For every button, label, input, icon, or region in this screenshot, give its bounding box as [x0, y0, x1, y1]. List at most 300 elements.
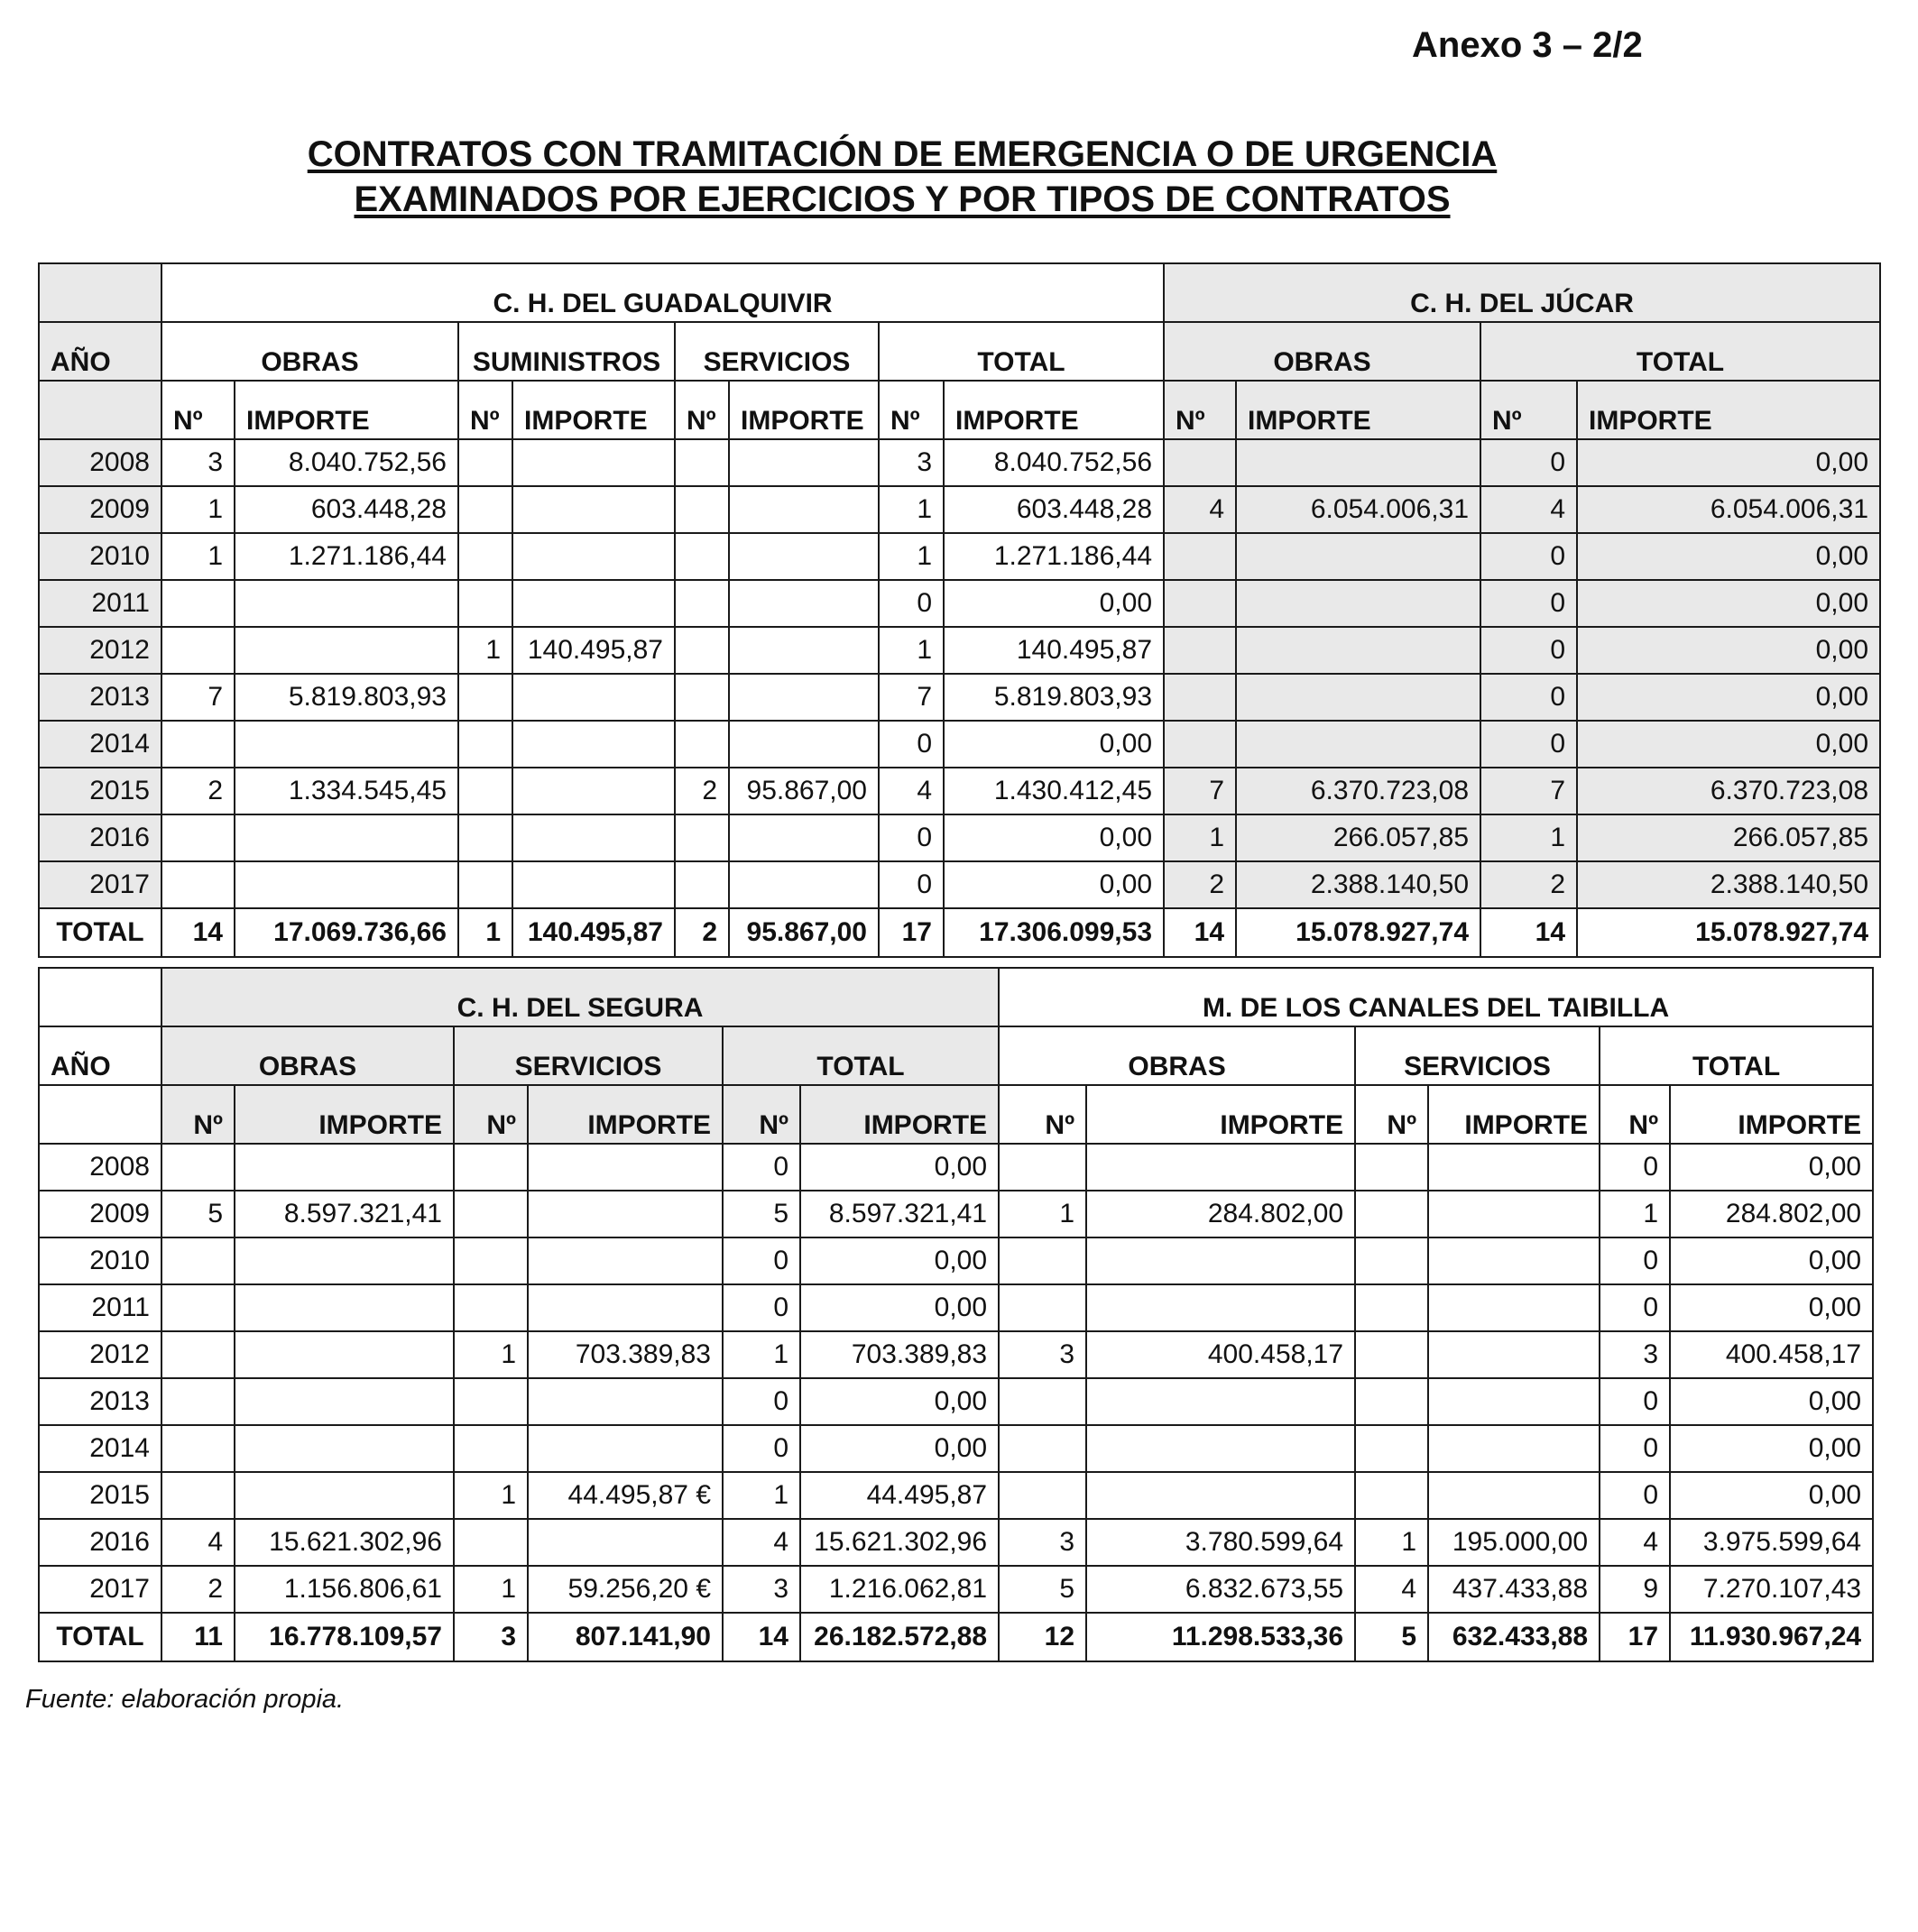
- table-cell: 5: [161, 1191, 235, 1237]
- table-cell: [1086, 1237, 1355, 1284]
- header-servicios: SERVICIOS: [675, 322, 879, 381]
- table-cell: [528, 1191, 723, 1237]
- table-cell: [235, 580, 458, 627]
- table-cell: 0: [723, 1378, 800, 1425]
- table-cell: [1355, 1144, 1428, 1191]
- total-cell: 17: [879, 908, 944, 957]
- table-cell: [528, 1144, 723, 1191]
- table-cell: [161, 721, 235, 768]
- table-cell: 0: [1480, 533, 1577, 580]
- year-cell: 2011: [39, 580, 161, 627]
- table-cell: [999, 1472, 1086, 1519]
- table-cell: 3: [999, 1519, 1086, 1566]
- table-cell: [675, 814, 729, 861]
- table-cell: [729, 627, 879, 674]
- table-cell: [512, 721, 675, 768]
- table-cell: [512, 486, 675, 533]
- year-cell: 2017: [39, 861, 161, 908]
- col-num: Nº: [723, 1085, 800, 1144]
- table-row: [39, 1519, 1873, 1566]
- table-cell: [454, 1378, 528, 1425]
- table-cell: [999, 1144, 1086, 1191]
- table-cell: [1086, 1425, 1355, 1472]
- table-cell: 1: [1480, 814, 1577, 861]
- title-line-2: EXAMINADOS POR EJERCICIOS Y POR TIPOS DE CONTRATOS: [354, 179, 1451, 219]
- table-cell: 8.040.752,56: [944, 439, 1164, 486]
- table-cell: [454, 1284, 528, 1331]
- table-cell: 5.819.803,93: [944, 674, 1164, 721]
- header-servicios: SERVICIOS: [1355, 1026, 1600, 1085]
- table-cell: 1: [454, 1472, 528, 1519]
- table-cell: 140.495,87: [512, 627, 675, 674]
- col-num: Nº: [1355, 1085, 1428, 1144]
- table-cell: [1164, 721, 1236, 768]
- table-cell: [1355, 1331, 1428, 1378]
- table-cell: 0,00: [1670, 1144, 1873, 1191]
- table-cell: [675, 674, 729, 721]
- table-cell: [512, 674, 675, 721]
- total-cell: 11.930.967,24: [1670, 1613, 1873, 1661]
- table-cell: 0,00: [1577, 533, 1880, 580]
- total-cell: 16.778.109,57: [235, 1613, 454, 1661]
- header-obras: OBRAS: [1164, 322, 1480, 381]
- table-cell: 7: [879, 674, 944, 721]
- group-header-segura: C. H. DEL SEGURA: [161, 968, 999, 1026]
- table-cell: 0: [1600, 1378, 1670, 1425]
- table-cell: 0,00: [944, 814, 1164, 861]
- corner-cell: [39, 968, 161, 1026]
- table-cell: [999, 1284, 1086, 1331]
- col-amount: IMPORTE: [800, 1085, 999, 1144]
- table-cell: 3: [161, 439, 235, 486]
- table-cell: [161, 1425, 235, 1472]
- col-num: Nº: [675, 381, 729, 439]
- table-cell: 1: [1355, 1519, 1428, 1566]
- table-cell: [1236, 580, 1480, 627]
- table-cell: 1: [879, 486, 944, 533]
- table-cell: 6.054.006,31: [1236, 486, 1480, 533]
- table-row: [39, 1472, 1873, 1519]
- table-cell: 4: [723, 1519, 800, 1566]
- table-cell: 0,00: [944, 580, 1164, 627]
- table-cell: [161, 1144, 235, 1191]
- table-cell: [161, 1378, 235, 1425]
- header-suministros: SUMINISTROS: [458, 322, 675, 381]
- table-cell: 4: [879, 768, 944, 814]
- table-cell: 7: [1480, 768, 1577, 814]
- table-cell: [454, 1191, 528, 1237]
- table-segura-taibilla: [38, 967, 1874, 1662]
- total-cell: 140.495,87: [512, 908, 675, 957]
- year-cell: 2008: [39, 1144, 161, 1191]
- table-row: [39, 721, 1880, 768]
- table-cell: [1086, 1144, 1355, 1191]
- table-cell: [675, 580, 729, 627]
- table-cell: 8.597.321,41: [800, 1191, 999, 1237]
- col-amount: IMPORTE: [1236, 381, 1480, 439]
- table-cell: 6.054.006,31: [1577, 486, 1880, 533]
- table-cell: 0: [879, 721, 944, 768]
- table-cell: [675, 627, 729, 674]
- year-cell: 2011: [39, 1284, 161, 1331]
- col-num: Nº: [1164, 381, 1236, 439]
- col-num: Nº: [1480, 381, 1577, 439]
- table-cell: [458, 533, 512, 580]
- table-row: [39, 533, 1880, 580]
- table-cell: 1.334.545,45: [235, 768, 458, 814]
- table-cell: 0: [879, 580, 944, 627]
- table-cell: 0: [1480, 721, 1577, 768]
- table-row: [39, 1284, 1873, 1331]
- table-cell: 4: [161, 1519, 235, 1566]
- source-note: Fuente: elaboración propia.: [25, 1685, 345, 1714]
- table-cell: 0: [1480, 439, 1577, 486]
- table-cell: [454, 1519, 528, 1566]
- total-row: [39, 908, 1880, 957]
- table-cell: [1164, 627, 1236, 674]
- annex-label: Anexo 3 – 2/2: [1412, 25, 1643, 65]
- table-cell: 0,00: [944, 721, 1164, 768]
- table-cell: 603.448,28: [235, 486, 458, 533]
- table-cell: 8.040.752,56: [235, 439, 458, 486]
- table-cell: 0: [879, 861, 944, 908]
- table-cell: [512, 861, 675, 908]
- table-cell: 3: [1600, 1331, 1670, 1378]
- total-cell: 95.867,00: [729, 908, 879, 957]
- table-cell: [1355, 1472, 1428, 1519]
- year-cell: 2009: [39, 1191, 161, 1237]
- table-cell: 703.389,83: [528, 1331, 723, 1378]
- table-cell: 0,00: [1577, 674, 1880, 721]
- table-cell: 266.057,85: [1577, 814, 1880, 861]
- table-cell: 140.495,87: [944, 627, 1164, 674]
- table-cell: [675, 721, 729, 768]
- table-cell: [675, 861, 729, 908]
- table-cell: 0: [1600, 1425, 1670, 1472]
- col-num: Nº: [458, 381, 512, 439]
- table-cell: 0: [1600, 1472, 1670, 1519]
- table-cell: [161, 1331, 235, 1378]
- year-cell: 2010: [39, 1237, 161, 1284]
- table-cell: 0: [1600, 1144, 1670, 1191]
- table-cell: 0: [723, 1237, 800, 1284]
- table-cell: 1: [454, 1566, 528, 1613]
- table-cell: [1355, 1378, 1428, 1425]
- year-cell: 2010: [39, 533, 161, 580]
- year-cell: 2016: [39, 1519, 161, 1566]
- table-cell: 0,00: [800, 1237, 999, 1284]
- table-cell: [161, 861, 235, 908]
- total-label: TOTAL: [39, 908, 161, 957]
- table-cell: 1: [454, 1331, 528, 1378]
- table-cell: 284.802,00: [1086, 1191, 1355, 1237]
- table-cell: 0,00: [800, 1284, 999, 1331]
- table-cell: [454, 1237, 528, 1284]
- year-header-spacer: [39, 381, 161, 439]
- table-cell: [161, 1284, 235, 1331]
- table-cell: 9: [1600, 1566, 1670, 1613]
- table-row: [39, 1378, 1873, 1425]
- col-amount: IMPORTE: [235, 381, 458, 439]
- col-num: Nº: [161, 1085, 235, 1144]
- header-obras: OBRAS: [161, 1026, 454, 1085]
- col-num: Nº: [1600, 1085, 1670, 1144]
- table-cell: 5: [723, 1191, 800, 1237]
- col-amount: IMPORTE: [944, 381, 1164, 439]
- table-cell: 2: [1480, 861, 1577, 908]
- table-cell: 44.495,87: [800, 1472, 999, 1519]
- table-cell: 0: [723, 1425, 800, 1472]
- year-cell: 2012: [39, 627, 161, 674]
- table-cell: 5: [999, 1566, 1086, 1613]
- table-cell: 0,00: [1670, 1472, 1873, 1519]
- table-cell: 0,00: [944, 861, 1164, 908]
- table-cell: 4: [1164, 486, 1236, 533]
- table-cell: 1: [879, 627, 944, 674]
- table-cell: [458, 768, 512, 814]
- total-cell: 5: [1355, 1613, 1428, 1661]
- table-cell: [999, 1425, 1086, 1472]
- table-cell: 0,00: [800, 1378, 999, 1425]
- header-obras: OBRAS: [161, 322, 458, 381]
- table-cell: 7.270.107,43: [1670, 1566, 1873, 1613]
- table-cell: 0: [1480, 627, 1577, 674]
- table-cell: 0,00: [1577, 580, 1880, 627]
- table-cell: 0,00: [1670, 1237, 1873, 1284]
- table-cell: [512, 580, 675, 627]
- total-cell: 2: [675, 908, 729, 957]
- table-row: [39, 439, 1880, 486]
- table-cell: [161, 580, 235, 627]
- year-header: AÑO: [39, 1026, 161, 1085]
- table-cell: [729, 861, 879, 908]
- table-cell: 0: [1600, 1284, 1670, 1331]
- table-row: [39, 674, 1880, 721]
- table-cell: 6.370.723,08: [1236, 768, 1480, 814]
- table-cell: [161, 814, 235, 861]
- table-cell: [1164, 674, 1236, 721]
- year-cell: 2012: [39, 1331, 161, 1378]
- table-cell: 0,00: [1577, 627, 1880, 674]
- table-cell: 703.389,83: [800, 1331, 999, 1378]
- table-cell: [999, 1237, 1086, 1284]
- group-header-taibilla: M. DE LOS CANALES DEL TAIBILLA: [999, 968, 1873, 1026]
- table-cell: 1: [723, 1331, 800, 1378]
- table-cell: 0,00: [1670, 1378, 1873, 1425]
- total-cell: 12: [999, 1613, 1086, 1661]
- table-cell: [235, 1237, 454, 1284]
- table-cell: [454, 1425, 528, 1472]
- total-cell: 14: [161, 908, 235, 957]
- table-cell: 195.000,00: [1428, 1519, 1600, 1566]
- table-cell: 2.388.140,50: [1236, 861, 1480, 908]
- table-cell: 0: [1480, 580, 1577, 627]
- table-cell: 284.802,00: [1670, 1191, 1873, 1237]
- total-cell: 11.298.533,36: [1086, 1613, 1355, 1661]
- table-cell: [528, 1237, 723, 1284]
- table-cell: 3: [999, 1331, 1086, 1378]
- col-amount: IMPORTE: [1428, 1085, 1600, 1144]
- year-cell: 2013: [39, 1378, 161, 1425]
- table-cell: 400.458,17: [1670, 1331, 1873, 1378]
- table-cell: 3.975.599,64: [1670, 1519, 1873, 1566]
- table-cell: [675, 439, 729, 486]
- table-cell: [1428, 1237, 1600, 1284]
- table-row: [39, 1237, 1873, 1284]
- total-label: TOTAL: [39, 1613, 161, 1661]
- table-cell: 2.388.140,50: [1577, 861, 1880, 908]
- year-cell: 2014: [39, 721, 161, 768]
- total-cell: 1: [458, 908, 512, 957]
- table-cell: [528, 1519, 723, 1566]
- table-cell: [512, 533, 675, 580]
- table-cell: 0,00: [1577, 439, 1880, 486]
- table-cell: 266.057,85: [1236, 814, 1480, 861]
- col-num: Nº: [454, 1085, 528, 1144]
- table-cell: 1: [1164, 814, 1236, 861]
- table-cell: [729, 814, 879, 861]
- table-cell: [458, 439, 512, 486]
- col-amount: IMPORTE: [729, 381, 879, 439]
- group-header-jucar: C. H. DEL JÚCAR: [1164, 263, 1880, 322]
- table-cell: 603.448,28: [944, 486, 1164, 533]
- table-cell: [454, 1144, 528, 1191]
- col-num: Nº: [999, 1085, 1086, 1144]
- table-cell: [458, 580, 512, 627]
- table-cell: [161, 627, 235, 674]
- table-cell: 1: [161, 486, 235, 533]
- table-cell: 6.832.673,55: [1086, 1566, 1355, 1613]
- table-cell: 15.621.302,96: [800, 1519, 999, 1566]
- table-cell: [1086, 1378, 1355, 1425]
- table-cell: [528, 1425, 723, 1472]
- table-cell: [1355, 1284, 1428, 1331]
- table-cell: [1428, 1425, 1600, 1472]
- table-cell: 1.156.806,61: [235, 1566, 454, 1613]
- table-cell: [1086, 1472, 1355, 1519]
- total-cell: 14: [1480, 908, 1577, 957]
- table-cell: 1: [723, 1472, 800, 1519]
- table-cell: 1.271.186,44: [944, 533, 1164, 580]
- table-cell: [161, 1237, 235, 1284]
- table-cell: [235, 627, 458, 674]
- table-cell: [1164, 533, 1236, 580]
- total-cell: 17: [1600, 1613, 1670, 1661]
- table-cell: 0,00: [1670, 1425, 1873, 1472]
- year-cell: 2009: [39, 486, 161, 533]
- table-cell: 15.621.302,96: [235, 1519, 454, 1566]
- table-cell: 1: [458, 627, 512, 674]
- total-cell: 11: [161, 1613, 235, 1661]
- year-cell: 2014: [39, 1425, 161, 1472]
- table-cell: 4: [1355, 1566, 1428, 1613]
- year-cell: 2015: [39, 1472, 161, 1519]
- header-total: TOTAL: [1480, 322, 1880, 381]
- table-cell: [235, 1472, 454, 1519]
- table-cell: 1.430.412,45: [944, 768, 1164, 814]
- table-row: [39, 1191, 1873, 1237]
- table-cell: [161, 1472, 235, 1519]
- table-cell: [235, 1144, 454, 1191]
- col-amount: IMPORTE: [235, 1085, 454, 1144]
- table-cell: [512, 814, 675, 861]
- table-row: [39, 1144, 1873, 1191]
- table-cell: [1164, 580, 1236, 627]
- table-cell: [1428, 1144, 1600, 1191]
- table-cell: [528, 1284, 723, 1331]
- col-amount: IMPORTE: [1577, 381, 1880, 439]
- table-cell: [235, 1425, 454, 1472]
- table-cell: 3.780.599,64: [1086, 1519, 1355, 1566]
- table-cell: [1428, 1284, 1600, 1331]
- table-cell: [458, 721, 512, 768]
- table-cell: [235, 861, 458, 908]
- table-cell: [729, 580, 879, 627]
- table-row: [39, 768, 1880, 814]
- table-cell: [1236, 721, 1480, 768]
- total-cell: 17.306.099,53: [944, 908, 1164, 957]
- table-row: [39, 580, 1880, 627]
- table-cell: 59.256,20 €: [528, 1566, 723, 1613]
- table-cell: [1164, 439, 1236, 486]
- table-cell: 95.867,00: [729, 768, 879, 814]
- year-header-spacer: [39, 1085, 161, 1144]
- table-cell: 0,00: [800, 1144, 999, 1191]
- table-cell: 0: [1600, 1237, 1670, 1284]
- table-cell: [235, 721, 458, 768]
- header-total: TOTAL: [879, 322, 1164, 381]
- total-cell: 26.182.572,88: [800, 1613, 999, 1661]
- table-cell: 7: [161, 674, 235, 721]
- table-cell: [729, 533, 879, 580]
- table-cell: 1: [161, 533, 235, 580]
- total-cell: 632.433,88: [1428, 1613, 1600, 1661]
- table-row: [39, 486, 1880, 533]
- table-cell: 3: [879, 439, 944, 486]
- table-row: [39, 1566, 1873, 1613]
- total-cell: 17.069.736,66: [235, 908, 458, 957]
- total-cell: 14: [723, 1613, 800, 1661]
- total-cell: 15.078.927,74: [1577, 908, 1880, 957]
- table-cell: [1428, 1331, 1600, 1378]
- table-cell: 400.458,17: [1086, 1331, 1355, 1378]
- table-cell: 44.495,87 €: [528, 1472, 723, 1519]
- table-cell: [235, 814, 458, 861]
- table-cell: [1428, 1191, 1600, 1237]
- table-guadalquivir-jucar: [38, 262, 1881, 958]
- year-cell: 2008: [39, 439, 161, 486]
- table-cell: [1355, 1237, 1428, 1284]
- page-title: [0, 132, 1804, 222]
- col-amount: IMPORTE: [512, 381, 675, 439]
- table-cell: [1236, 533, 1480, 580]
- table-row: [39, 627, 1880, 674]
- table-cell: [458, 861, 512, 908]
- table-cell: 7: [1164, 768, 1236, 814]
- table-cell: [675, 533, 729, 580]
- title-line-1: CONTRATOS CON TRAMITACIÓN DE EMERGENCIA O DE URGENCIA: [307, 134, 1498, 174]
- table-cell: 0: [723, 1284, 800, 1331]
- table-cell: 2: [161, 768, 235, 814]
- total-cell: 3: [454, 1613, 528, 1661]
- table-cell: 4: [1480, 486, 1577, 533]
- table-cell: 1: [879, 533, 944, 580]
- corner-cell: [39, 263, 161, 322]
- table-cell: 0,00: [1670, 1284, 1873, 1331]
- table-cell: 1.216.062,81: [800, 1566, 999, 1613]
- table-cell: 4: [1600, 1519, 1670, 1566]
- table-cell: [1236, 674, 1480, 721]
